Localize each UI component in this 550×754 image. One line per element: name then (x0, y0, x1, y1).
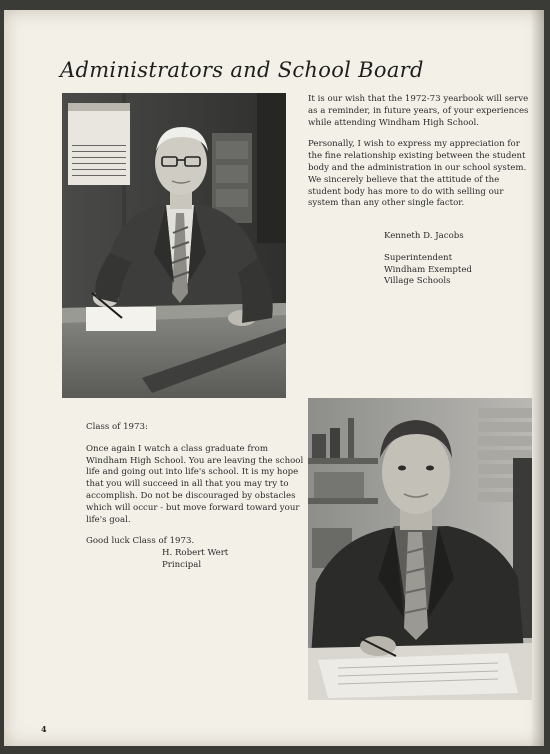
principal-paragraph: Once again I watch a class graduate from Windham High School. You are leaving the school life and going out into life's school. It is my hope that you will succeed in all that you may try to accomplish. Do not be discouraged by obstacles which will occur - but move forward toward your life's goal. (86, 443, 304, 525)
page-number: 4 (41, 724, 47, 734)
principal-photo-image (308, 398, 532, 700)
principal-message (86, 422, 304, 558)
principal-title: Principal (162, 559, 202, 570)
superintendent-title-line: Superintendent (384, 252, 453, 263)
superintendent-paragraph-1: It is our wish that the 1972-73 yearbook will serve as a reminder, in future years, of your experiences while attending Windham High School. (308, 94, 529, 128)
page-title: Administrators and School Board (60, 58, 424, 82)
superintendent-name: Kenneth D. Jacobs (384, 231, 464, 241)
page-edge-shadow (530, 10, 544, 746)
superintendent-signature (384, 231, 524, 288)
principal-greeting: Class of 1973: (86, 422, 148, 432)
superintendent-photo (62, 93, 286, 398)
superintendent-photo-image (62, 93, 286, 398)
principal-signature (162, 548, 292, 572)
principal-name: H. Robert Wert (162, 548, 229, 558)
superintendent-title-line: Windham Exempted (384, 264, 472, 275)
principal-photo (308, 398, 532, 700)
superintendent-message (308, 94, 530, 220)
superintendent-paragraph-2: Personally, I wish to express my appreciation for the fine relationship existing between the student body and the administration in our school system. We sincerely believe that the attitude of the student body has more to do with selling our system than any other single factor. (308, 139, 527, 209)
yearbook-page (4, 10, 544, 746)
wall-calendar (68, 103, 130, 185)
principal-closing: Good luck Class of 1973. (86, 536, 195, 547)
superintendent-title-line: Village Schools (384, 276, 451, 287)
